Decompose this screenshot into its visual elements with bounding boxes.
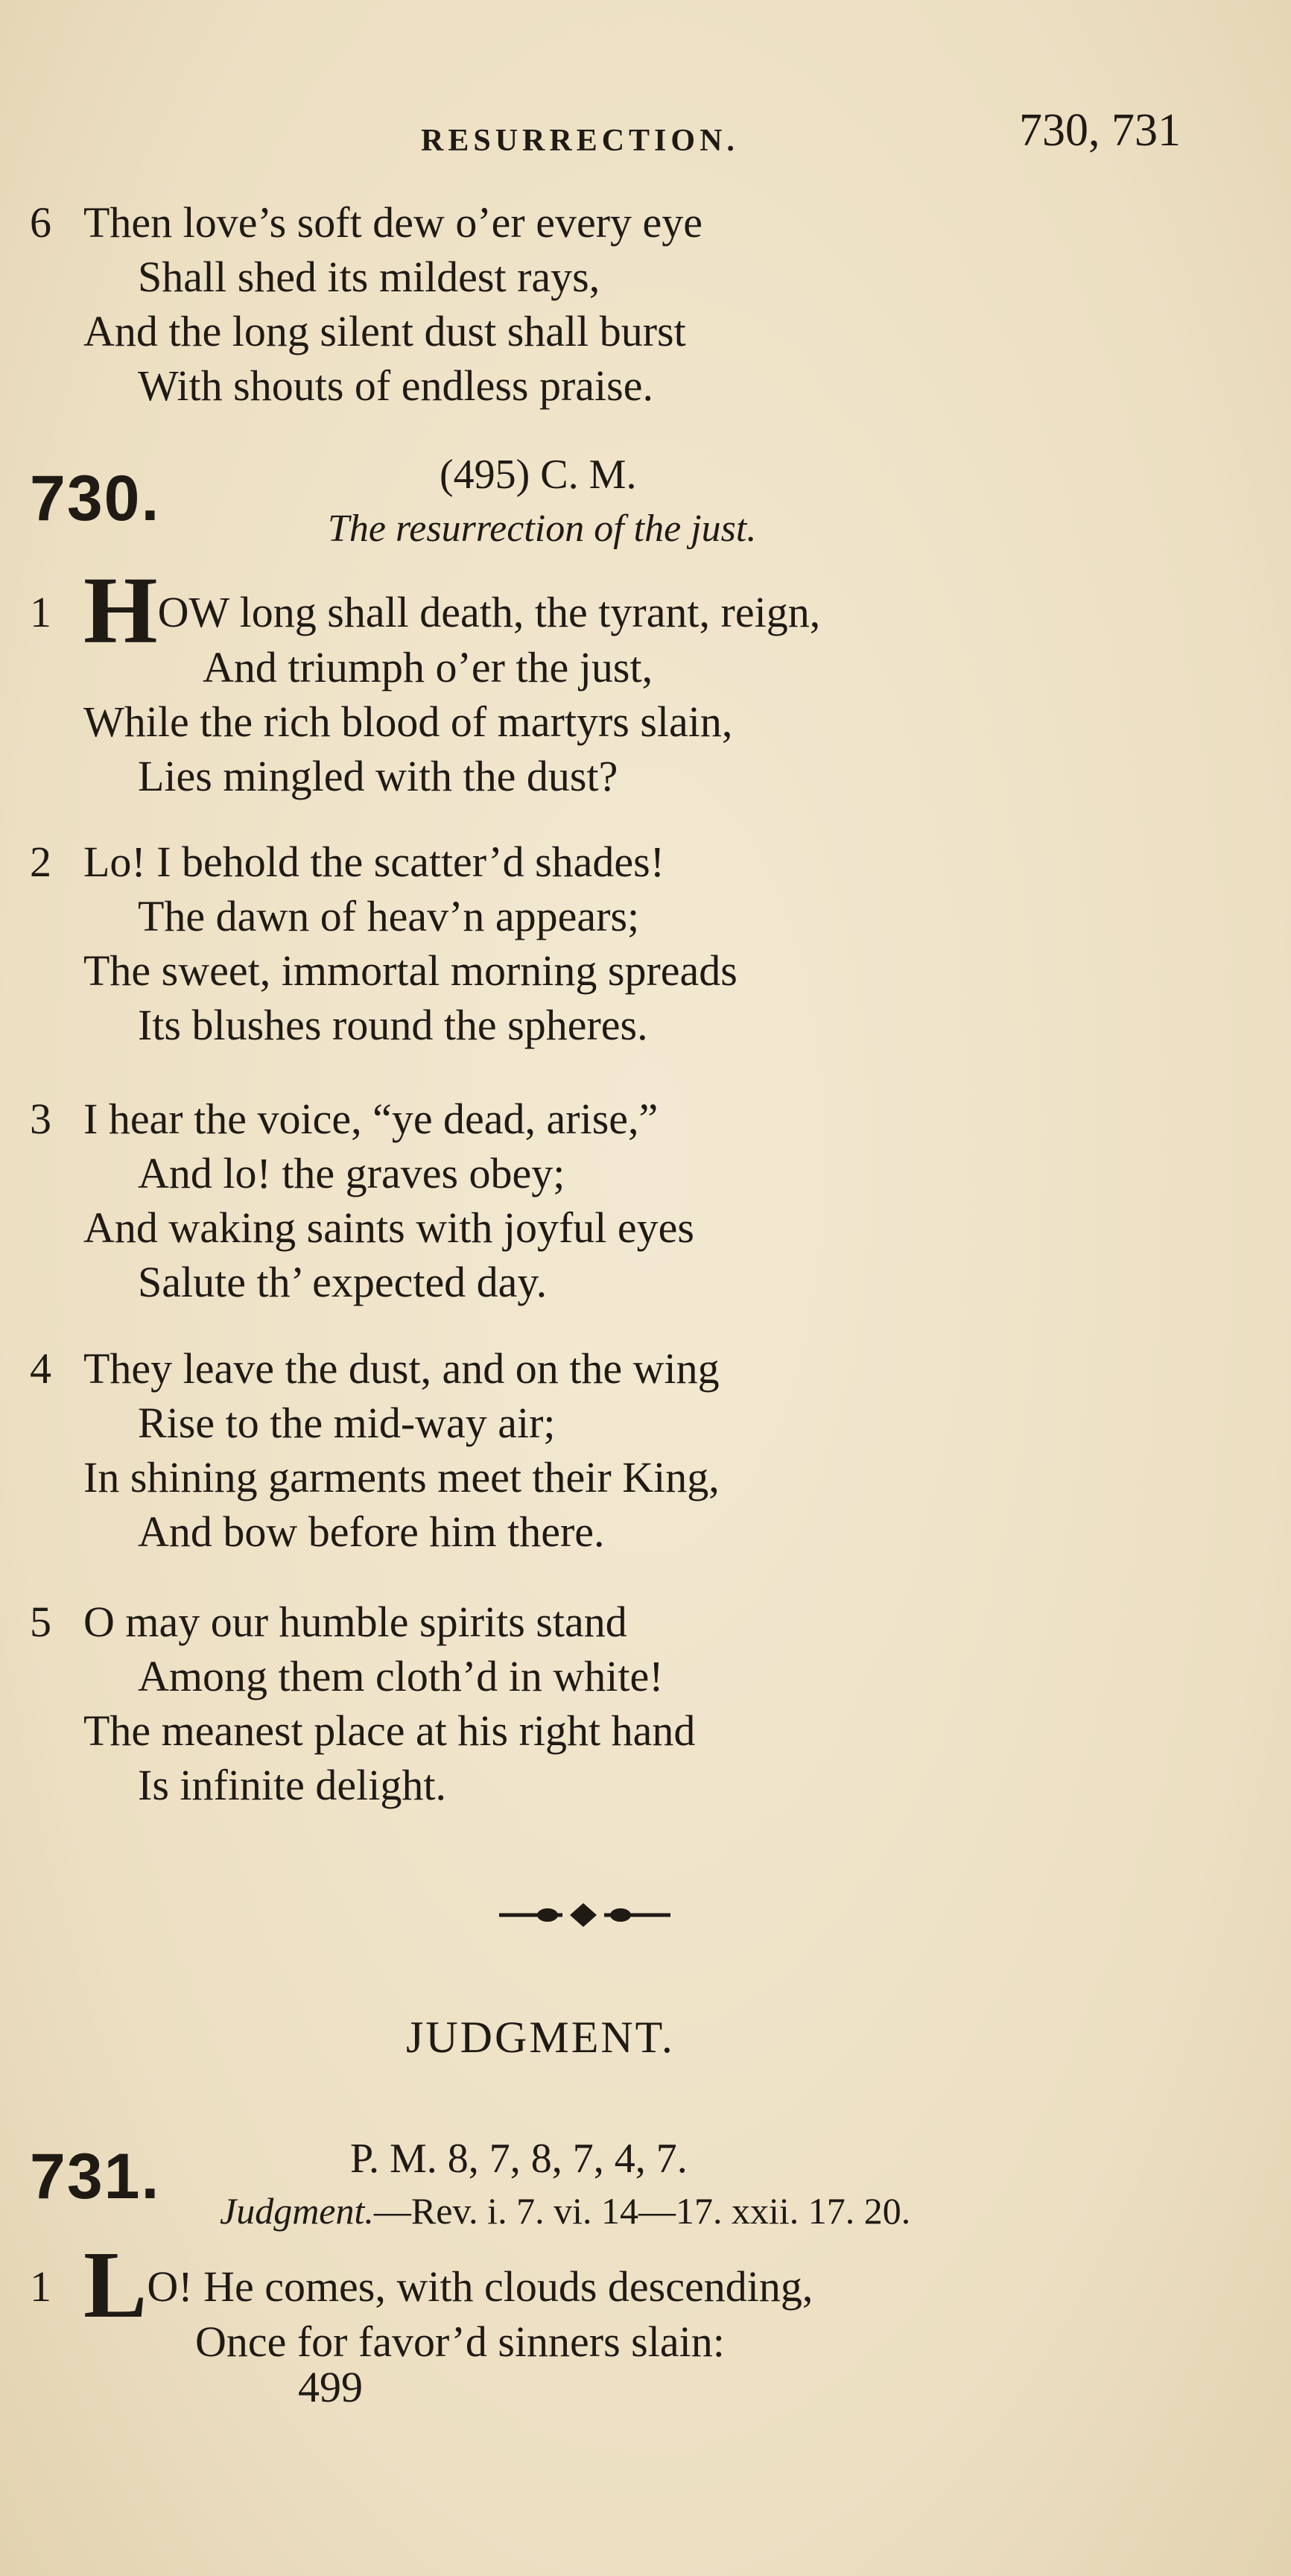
hymn-730-stanza-4 — [30, 1341, 720, 1559]
hymn-730-stanza-2 — [30, 835, 738, 1052]
stanza-line: And waking saints with joyful eyes — [83, 1203, 694, 1252]
stanza-number: 6 — [30, 198, 51, 247]
stanza-6-previous-hymn — [30, 195, 702, 413]
stanza-line: Is infinite delight. — [138, 1761, 446, 1809]
hymn-730-subtitle: The resurrection of the just. — [328, 507, 757, 550]
section-divider-ornament — [495, 1900, 674, 1933]
stanza-line: Lies mingled with the dust? — [138, 752, 618, 800]
stanza-number: 3 — [30, 1095, 51, 1143]
stanza-number: 2 — [30, 838, 51, 886]
drop-cap: H — [83, 557, 158, 663]
stanza-line: 1 LO! He comes, with clouds descending, — [30, 2232, 813, 2338]
hymn-730-stanza-5 — [30, 1595, 695, 1812]
stanza-number: 4 — [30, 1344, 51, 1393]
hymn-number-730: 730. — [30, 463, 161, 534]
drop-cap: L — [83, 2232, 148, 2338]
hymn-730-meter: (495) C. M. — [440, 452, 637, 498]
hymn-731-scripture-reference: —Rev. i. 7. vi. 14—17. xxii. 17. 20. — [373, 2190, 911, 2232]
stanza-number: 1 — [30, 588, 51, 636]
hymn-731-stanza-1 — [30, 2232, 813, 2369]
stanza-line: Once for favor’d sinners slain: — [195, 2317, 725, 2366]
stanza-line: Among them cloth’d in white! — [138, 1652, 664, 1700]
stanza-line: Salute th’ expected day. — [138, 1258, 548, 1306]
stanza-line: And bow before him there. — [138, 1507, 605, 1556]
stanza-line: Shall shed its mildest rays, — [138, 253, 600, 301]
stanza-line: And the long silent dust shall burst — [83, 307, 686, 355]
stanza-line: Its blushes round the spheres. — [138, 1001, 648, 1049]
stanza-line: And lo! the graves obey; — [138, 1149, 565, 1197]
stanza-line: And triumph o’er the just, — [203, 643, 653, 692]
hymn-731-meter: P. M. 8, 7, 8, 7, 4, 7. — [350, 2136, 688, 2182]
stanza-line: 5 O may our humble spirits stand — [30, 1595, 695, 1649]
stanza-line: In shining garments meet their King, — [83, 1453, 720, 1501]
hymn-731-subtitle-title: Judgment. — [220, 2190, 374, 2232]
stanza-number: 5 — [30, 1598, 51, 1646]
stanza-line: 6 Then love’s soft dew o’er every eye — [30, 195, 702, 250]
stanza-line: 2 Lo! I behold the scatter’d shades! — [30, 835, 738, 889]
page-number: 499 — [298, 2363, 363, 2411]
stanza-number: 1 — [30, 2262, 51, 2311]
stanza-line: 3 I hear the voice, “ye dead, arise,” — [30, 1092, 694, 1146]
hymn-730-stanza-1 — [30, 557, 821, 803]
stanza-line: The meanest place at his right hand — [83, 1706, 696, 1755]
running-header-hymn-numbers: 730, 731 — [1019, 105, 1181, 156]
section-heading-judgment: JUDGMENT. — [406, 2013, 675, 2062]
hymn-731-subtitle — [220, 2189, 910, 2232]
stanza-line: 1 HOW long shall death, the tyrant, reign, — [30, 557, 821, 663]
running-header-title: RESURRECTION. — [421, 124, 739, 158]
stanza-line: While the rich blood of martyrs slain, — [83, 697, 733, 746]
stanza-line: With shouts of endless praise. — [138, 361, 653, 410]
stanza-line: The sweet, immortal morning spreads — [83, 946, 738, 995]
stanza-line: 4 They leave the dust, and on the wing — [30, 1341, 720, 1396]
hymn-730-stanza-3 — [30, 1092, 694, 1309]
stanza-line: The dawn of heav’n appears; — [138, 892, 640, 940]
hymn-number-731: 731. — [30, 2141, 161, 2212]
stanza-line: Rise to the mid-way air; — [138, 1399, 556, 1447]
